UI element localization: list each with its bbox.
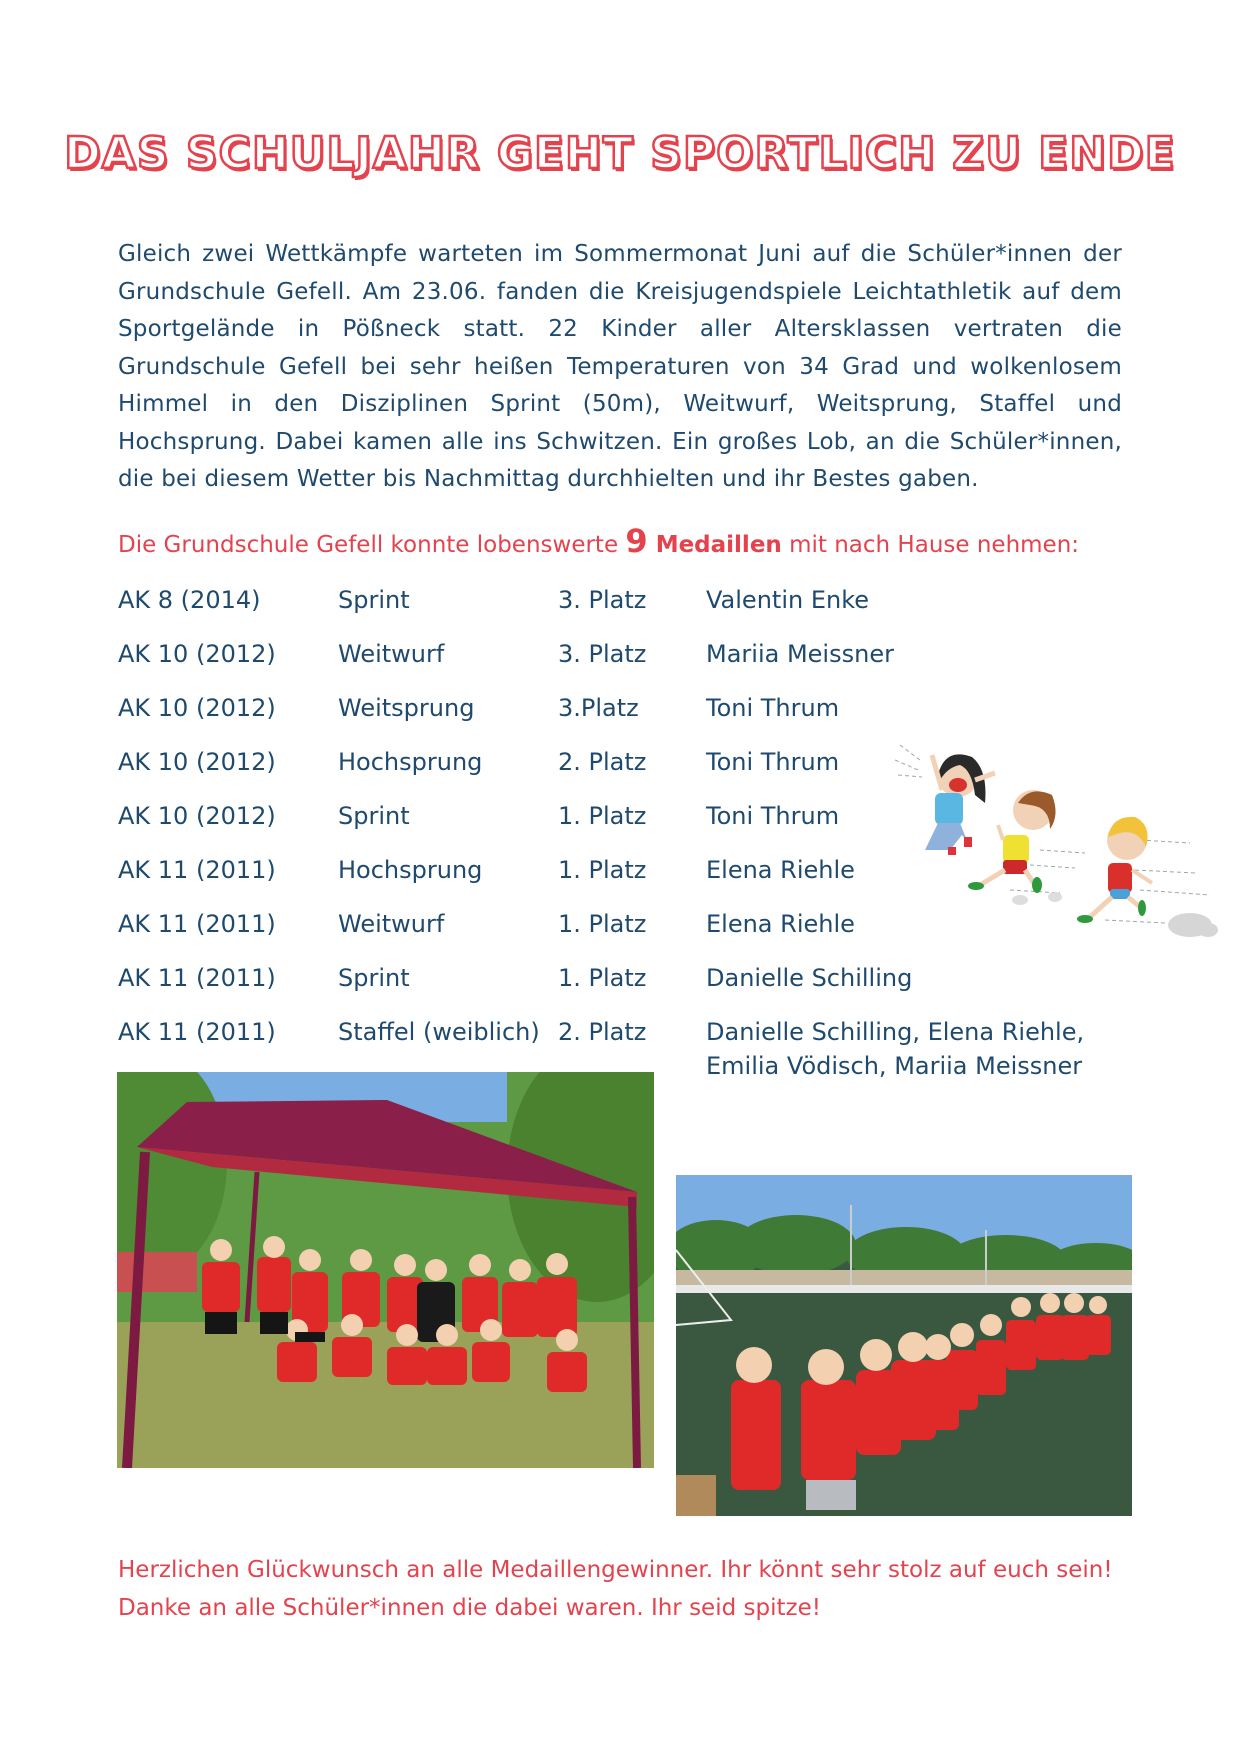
tent-photo-illustration: [117, 1072, 654, 1468]
discipline: Hochsprung: [338, 856, 483, 884]
field-photo-illustration: [676, 1175, 1132, 1516]
discipline: Weitwurf: [338, 640, 445, 668]
team-photo-under-tent: [117, 1072, 654, 1468]
age-class: AK 11 (2011): [118, 964, 276, 992]
discipline: Sprint: [338, 802, 410, 830]
discipline: Sprint: [338, 964, 410, 992]
names: Toni Thrum: [706, 748, 840, 776]
names: Elena Riehle: [706, 856, 855, 884]
place: 1. Platz: [558, 856, 647, 884]
place: 1. Platz: [558, 964, 647, 992]
age-class: AK 10 (2012): [118, 748, 276, 776]
names: Danielle Schilling: [706, 964, 913, 992]
age-class: AK 11 (2011): [118, 1018, 276, 1046]
names: Mariia Meissner: [706, 640, 894, 668]
age-class: AK 11 (2011): [118, 856, 276, 884]
place: 1. Platz: [558, 802, 647, 830]
boy-red-figure: [1077, 817, 1218, 937]
age-class: AK 10 (2012): [118, 640, 276, 668]
discipline: Hochsprung: [338, 748, 483, 776]
names: Toni Thrum: [706, 694, 840, 722]
discipline: Weitsprung: [338, 694, 475, 722]
body-paragraph: Gleich zwei Wettkämpfe warteten im Sommermonat Juni auf die Schüler*innen der Grundschule Gefell. Am 23.06. fanden die Kreisjugendspiele Leichtathletik auf dem Sportgelände in Pößneck statt. 22 Kinder aller Altersklassen vertraten die Grundschule Gefell bei sehr heißen Temperaturen von 34 Grad und wolkenlosem Himmel in den Disziplinen Sprint (50m), Weitwurf, Weitsprung, Staffel und Hochsprung. Dabei kamen alle ins Schwitzen. Ein großes Lob, an die Schüler*innen, die bei diesem Wetter bis Nachmittag durchhielten und ihr Bestes gaben.: [118, 241, 1122, 492]
footer-line-2: Danke an alle Schüler*innen die dabei waren. Ihr seid spitze!: [118, 1594, 821, 1621]
running-children-illustration: [890, 725, 1220, 940]
names: Danielle Schilling, Elena Riehle,: [706, 1018, 1085, 1046]
age-class: AK 8 (2014): [118, 586, 261, 614]
footer-line-1: Herzlichen Glückwunsch an alle Medaillengewinner. Ihr könnt sehr stolz auf euch sein!: [118, 1557, 1113, 1583]
place: 2. Platz: [558, 748, 647, 776]
names: Elena Riehle: [706, 910, 855, 938]
medal-intro-before: Die Grundschule Gefell konnte lobenswerte: [118, 532, 626, 558]
place: 3.Platz: [558, 694, 639, 722]
names: Valentin Enke: [706, 586, 870, 614]
team-photo-on-sports-field: [676, 1175, 1132, 1516]
names-line2: Emilia Vödisch, Mariia Meissner: [706, 1052, 1083, 1080]
congratulations-text: [118, 1552, 1128, 1627]
discipline: Sprint: [338, 586, 410, 614]
place: 3. Platz: [558, 586, 647, 614]
age-class: AK 11 (2011): [118, 910, 276, 938]
medal-intro: [118, 522, 1128, 561]
medal-intro-after: mit nach Hause nehmen:: [781, 532, 1080, 558]
running-children-clipart: [890, 725, 1220, 940]
medals-word: Medaillen: [647, 532, 782, 558]
medal-count: 9: [625, 522, 648, 560]
age-class: AK 10 (2012): [118, 694, 276, 722]
place: 3. Platz: [558, 640, 647, 668]
discipline: Staffel (weiblich): [338, 1018, 540, 1046]
age-class: AK 10 (2012): [118, 802, 276, 830]
names: Toni Thrum: [706, 802, 840, 830]
page-title: DAS SCHULJAHR GEHT SPORTLICH ZU ENDE: [64, 128, 1176, 179]
place: 1. Platz: [558, 910, 647, 938]
boy-yellow-figure: [968, 790, 1062, 905]
place: 2. Platz: [558, 1018, 647, 1046]
discipline: Weitwurf: [338, 910, 445, 938]
girl-figure: [925, 754, 995, 855]
